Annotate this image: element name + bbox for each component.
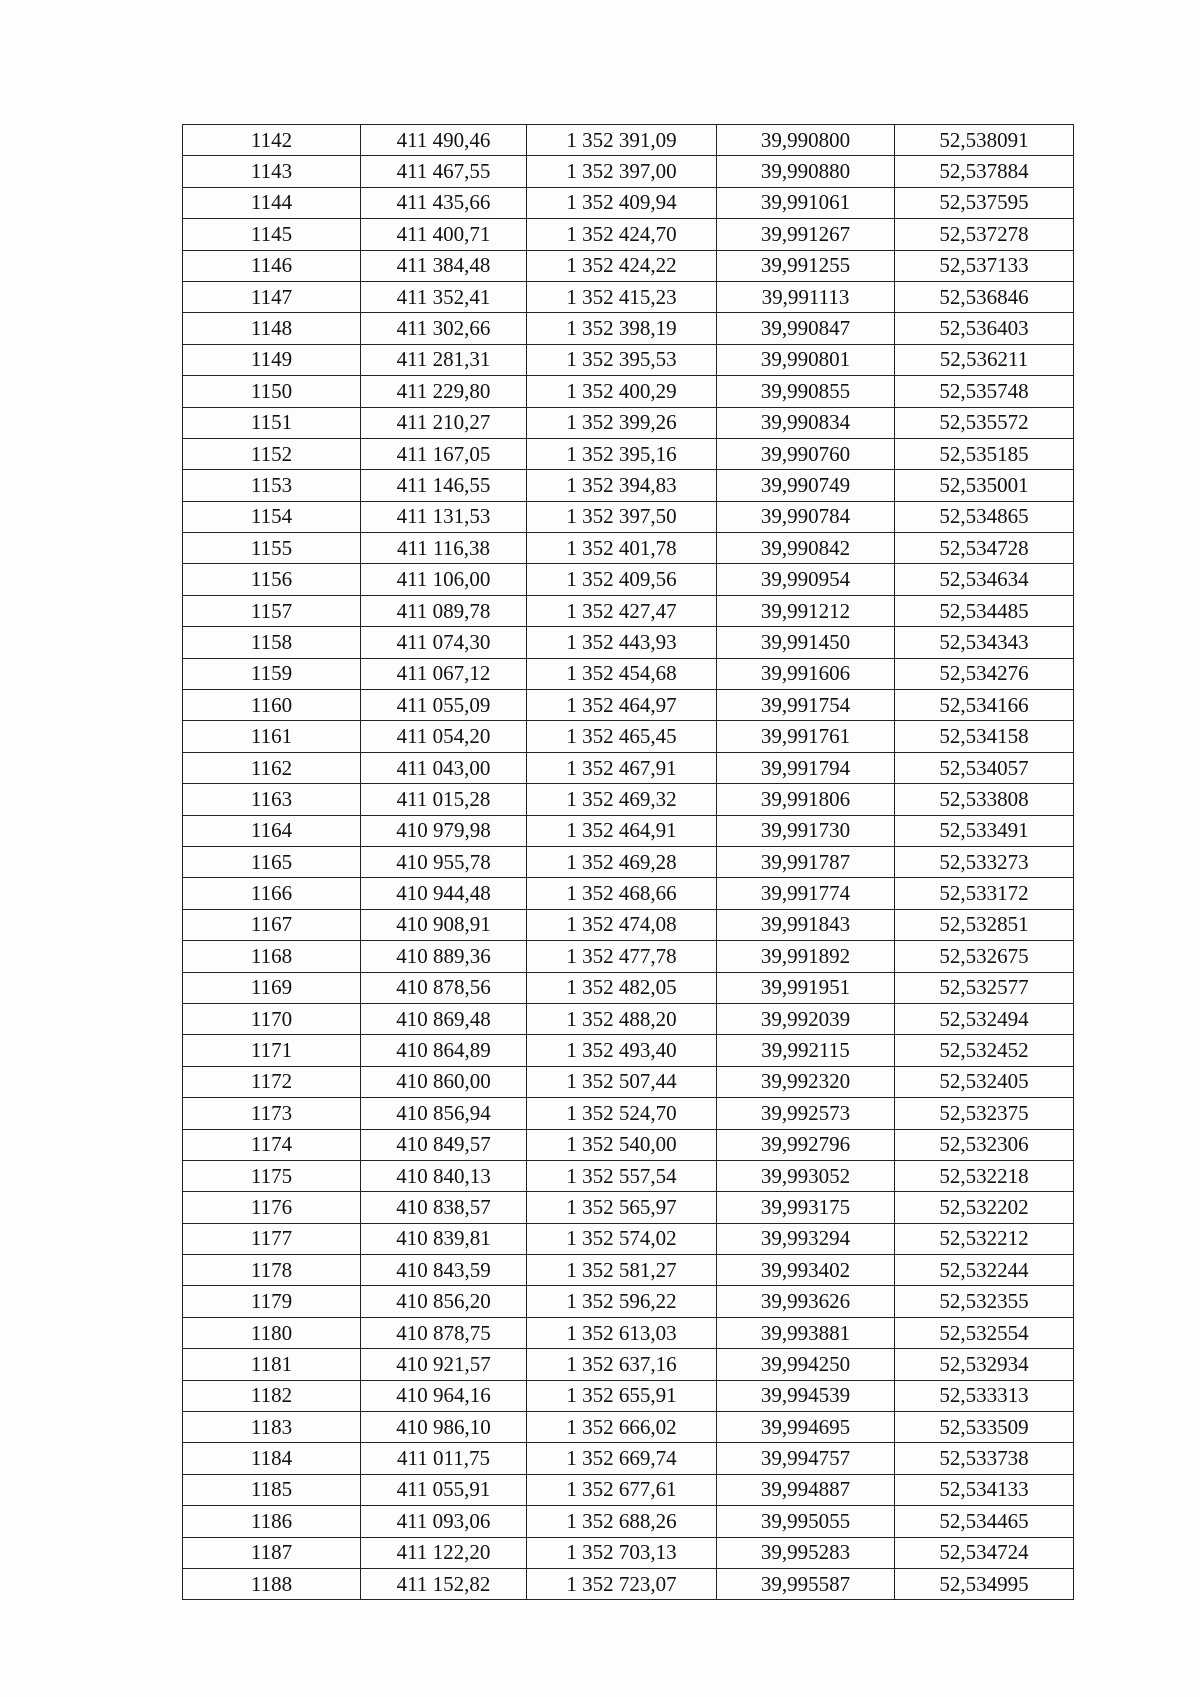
table-row	[183, 627, 1074, 658]
y-coordinate-cell: 1 352 468,66	[527, 878, 717, 909]
longitude-cell: 39,991255	[717, 250, 895, 281]
longitude-cell: 39,990749	[717, 470, 895, 501]
latitude-cell: 52,534465	[895, 1506, 1074, 1537]
table-row	[183, 1443, 1074, 1474]
point-number-cell: 1155	[183, 533, 361, 564]
point-number-cell: 1177	[183, 1223, 361, 1254]
table-row	[183, 1129, 1074, 1160]
point-number-cell: 1183	[183, 1412, 361, 1443]
latitude-cell: 52,535572	[895, 407, 1074, 438]
y-coordinate-cell: 1 352 540,00	[527, 1129, 717, 1160]
latitude-cell: 52,535748	[895, 376, 1074, 407]
longitude-cell: 39,994250	[717, 1349, 895, 1380]
table-row	[183, 941, 1074, 972]
y-coordinate-cell: 1 352 395,53	[527, 344, 717, 375]
latitude-cell: 52,532375	[895, 1098, 1074, 1129]
point-number-cell: 1167	[183, 909, 361, 940]
x-coordinate-cell: 411 229,80	[361, 376, 527, 407]
x-coordinate-cell: 411 116,38	[361, 533, 527, 564]
y-coordinate-cell: 1 352 677,61	[527, 1474, 717, 1505]
y-coordinate-cell: 1 352 464,91	[527, 815, 717, 846]
longitude-cell: 39,994757	[717, 1443, 895, 1474]
point-number-cell: 1172	[183, 1066, 361, 1097]
longitude-cell: 39,995587	[717, 1568, 895, 1599]
latitude-cell: 52,534057	[895, 752, 1074, 783]
point-number-cell: 1187	[183, 1537, 361, 1568]
x-coordinate-cell: 411 067,12	[361, 658, 527, 689]
table-row	[183, 1568, 1074, 1599]
point-number-cell: 1170	[183, 1003, 361, 1034]
x-coordinate-cell: 411 106,00	[361, 564, 527, 595]
latitude-cell: 52,535185	[895, 438, 1074, 469]
point-number-cell: 1162	[183, 752, 361, 783]
table-row	[183, 595, 1074, 626]
table-row	[183, 1506, 1074, 1537]
longitude-cell: 39,993175	[717, 1192, 895, 1223]
x-coordinate-cell: 410 921,57	[361, 1349, 527, 1380]
x-coordinate-cell: 411 384,48	[361, 250, 527, 281]
longitude-cell: 39,992573	[717, 1098, 895, 1129]
latitude-cell: 52,536403	[895, 313, 1074, 344]
longitude-cell: 39,994695	[717, 1412, 895, 1443]
x-coordinate-cell: 411 131,53	[361, 501, 527, 532]
latitude-cell: 52,533313	[895, 1380, 1074, 1411]
latitude-cell: 52,534276	[895, 658, 1074, 689]
longitude-cell: 39,995283	[717, 1537, 895, 1568]
table-row	[183, 972, 1074, 1003]
table-row	[183, 1066, 1074, 1097]
longitude-cell: 39,990842	[717, 533, 895, 564]
y-coordinate-cell: 1 352 464,97	[527, 690, 717, 721]
table-row	[183, 376, 1074, 407]
table-row	[183, 752, 1074, 783]
longitude-cell: 39,992320	[717, 1066, 895, 1097]
point-number-cell: 1180	[183, 1317, 361, 1348]
x-coordinate-cell: 411 281,31	[361, 344, 527, 375]
latitude-cell: 52,537595	[895, 187, 1074, 218]
point-number-cell: 1188	[183, 1568, 361, 1599]
latitude-cell: 52,538091	[895, 125, 1074, 156]
latitude-cell: 52,532494	[895, 1003, 1074, 1034]
point-number-cell: 1156	[183, 564, 361, 595]
latitude-cell: 52,536846	[895, 281, 1074, 312]
latitude-cell: 52,534995	[895, 1568, 1074, 1599]
x-coordinate-cell: 410 840,13	[361, 1160, 527, 1191]
longitude-cell: 39,990760	[717, 438, 895, 469]
longitude-cell: 39,991843	[717, 909, 895, 940]
y-coordinate-cell: 1 352 400,29	[527, 376, 717, 407]
x-coordinate-cell: 410 986,10	[361, 1412, 527, 1443]
longitude-cell: 39,990954	[717, 564, 895, 595]
point-number-cell: 1186	[183, 1506, 361, 1537]
x-coordinate-cell: 411 435,66	[361, 187, 527, 218]
longitude-cell: 39,991267	[717, 219, 895, 250]
y-coordinate-cell: 1 352 415,23	[527, 281, 717, 312]
y-coordinate-cell: 1 352 574,02	[527, 1223, 717, 1254]
x-coordinate-cell: 410 860,00	[361, 1066, 527, 1097]
latitude-cell: 52,532355	[895, 1286, 1074, 1317]
table-row	[183, 878, 1074, 909]
longitude-cell: 39,990847	[717, 313, 895, 344]
point-number-cell: 1154	[183, 501, 361, 532]
latitude-cell: 52,537133	[895, 250, 1074, 281]
table-row	[183, 1474, 1074, 1505]
point-number-cell: 1146	[183, 250, 361, 281]
coordinates-table-body	[183, 125, 1074, 1600]
longitude-cell: 39,993052	[717, 1160, 895, 1191]
y-coordinate-cell: 1 352 398,19	[527, 313, 717, 344]
latitude-cell: 52,534166	[895, 690, 1074, 721]
point-number-cell: 1178	[183, 1255, 361, 1286]
x-coordinate-cell: 411 055,09	[361, 690, 527, 721]
latitude-cell: 52,532218	[895, 1160, 1074, 1191]
point-number-cell: 1149	[183, 344, 361, 375]
table-row	[183, 1255, 1074, 1286]
point-number-cell: 1157	[183, 595, 361, 626]
point-number-cell: 1145	[183, 219, 361, 250]
point-number-cell: 1184	[183, 1443, 361, 1474]
point-number-cell: 1168	[183, 941, 361, 972]
latitude-cell: 52,532554	[895, 1317, 1074, 1348]
y-coordinate-cell: 1 352 477,78	[527, 941, 717, 972]
point-number-cell: 1158	[183, 627, 361, 658]
x-coordinate-cell: 411 352,41	[361, 281, 527, 312]
x-coordinate-cell: 410 856,94	[361, 1098, 527, 1129]
x-coordinate-cell: 411 011,75	[361, 1443, 527, 1474]
y-coordinate-cell: 1 352 397,00	[527, 156, 717, 187]
x-coordinate-cell: 410 869,48	[361, 1003, 527, 1034]
table-row	[183, 1380, 1074, 1411]
x-coordinate-cell: 411 167,05	[361, 438, 527, 469]
point-number-cell: 1179	[183, 1286, 361, 1317]
latitude-cell: 52,534634	[895, 564, 1074, 595]
latitude-cell: 52,532306	[895, 1129, 1074, 1160]
latitude-cell: 52,536211	[895, 344, 1074, 375]
point-number-cell: 1144	[183, 187, 361, 218]
x-coordinate-cell: 411 490,46	[361, 125, 527, 156]
point-number-cell: 1151	[183, 407, 361, 438]
y-coordinate-cell: 1 352 395,16	[527, 438, 717, 469]
x-coordinate-cell: 411 146,55	[361, 470, 527, 501]
x-coordinate-cell: 410 964,16	[361, 1380, 527, 1411]
latitude-cell: 52,532244	[895, 1255, 1074, 1286]
x-coordinate-cell: 410 908,91	[361, 909, 527, 940]
point-number-cell: 1163	[183, 784, 361, 815]
point-number-cell: 1166	[183, 878, 361, 909]
table-row	[183, 344, 1074, 375]
y-coordinate-cell: 1 352 424,70	[527, 219, 717, 250]
y-coordinate-cell: 1 352 465,45	[527, 721, 717, 752]
latitude-cell: 52,532851	[895, 909, 1074, 940]
x-coordinate-cell: 411 089,78	[361, 595, 527, 626]
longitude-cell: 39,992796	[717, 1129, 895, 1160]
table-row	[183, 1098, 1074, 1129]
longitude-cell: 39,991061	[717, 187, 895, 218]
y-coordinate-cell: 1 352 424,22	[527, 250, 717, 281]
table-row	[183, 909, 1074, 940]
y-coordinate-cell: 1 352 723,07	[527, 1568, 717, 1599]
longitude-cell: 39,991787	[717, 846, 895, 877]
x-coordinate-cell: 410 955,78	[361, 846, 527, 877]
x-coordinate-cell: 410 979,98	[361, 815, 527, 846]
x-coordinate-cell: 411 074,30	[361, 627, 527, 658]
x-coordinate-cell: 411 055,91	[361, 1474, 527, 1505]
table-row	[183, 281, 1074, 312]
x-coordinate-cell: 411 054,20	[361, 721, 527, 752]
longitude-cell: 39,992115	[717, 1035, 895, 1066]
y-coordinate-cell: 1 352 482,05	[527, 972, 717, 1003]
y-coordinate-cell: 1 352 399,26	[527, 407, 717, 438]
table-row	[183, 1003, 1074, 1034]
y-coordinate-cell: 1 352 467,91	[527, 752, 717, 783]
latitude-cell: 52,534158	[895, 721, 1074, 752]
y-coordinate-cell: 1 352 454,68	[527, 658, 717, 689]
x-coordinate-cell: 410 889,36	[361, 941, 527, 972]
x-coordinate-cell: 411 122,20	[361, 1537, 527, 1568]
latitude-cell: 52,532452	[895, 1035, 1074, 1066]
x-coordinate-cell: 410 944,48	[361, 878, 527, 909]
point-number-cell: 1142	[183, 125, 361, 156]
table-row	[183, 533, 1074, 564]
latitude-cell: 52,534343	[895, 627, 1074, 658]
x-coordinate-cell: 410 856,20	[361, 1286, 527, 1317]
latitude-cell: 52,532202	[895, 1192, 1074, 1223]
longitude-cell: 39,993402	[717, 1255, 895, 1286]
table-row	[183, 125, 1074, 156]
table-row	[183, 690, 1074, 721]
table-row	[183, 1192, 1074, 1223]
y-coordinate-cell: 1 352 394,83	[527, 470, 717, 501]
longitude-cell: 39,991774	[717, 878, 895, 909]
longitude-cell: 39,990800	[717, 125, 895, 156]
longitude-cell: 39,991606	[717, 658, 895, 689]
y-coordinate-cell: 1 352 474,08	[527, 909, 717, 940]
point-number-cell: 1169	[183, 972, 361, 1003]
x-coordinate-cell: 410 878,75	[361, 1317, 527, 1348]
y-coordinate-cell: 1 352 401,78	[527, 533, 717, 564]
latitude-cell: 52,533172	[895, 878, 1074, 909]
table-row	[183, 846, 1074, 877]
table-row	[183, 1223, 1074, 1254]
y-coordinate-cell: 1 352 493,40	[527, 1035, 717, 1066]
table-row	[183, 721, 1074, 752]
point-number-cell: 1171	[183, 1035, 361, 1066]
latitude-cell: 52,533738	[895, 1443, 1074, 1474]
y-coordinate-cell: 1 352 565,97	[527, 1192, 717, 1223]
y-coordinate-cell: 1 352 524,70	[527, 1098, 717, 1129]
table-row	[183, 1349, 1074, 1380]
coordinates-table	[182, 124, 1074, 1600]
table-row	[183, 658, 1074, 689]
longitude-cell: 39,991794	[717, 752, 895, 783]
point-number-cell: 1152	[183, 438, 361, 469]
y-coordinate-cell: 1 352 655,91	[527, 1380, 717, 1411]
latitude-cell: 52,534485	[895, 595, 1074, 626]
point-number-cell: 1164	[183, 815, 361, 846]
longitude-cell: 39,991212	[717, 595, 895, 626]
y-coordinate-cell: 1 352 703,13	[527, 1537, 717, 1568]
x-coordinate-cell: 410 849,57	[361, 1129, 527, 1160]
x-coordinate-cell: 411 467,55	[361, 156, 527, 187]
table-row	[183, 564, 1074, 595]
point-number-cell: 1173	[183, 1098, 361, 1129]
x-coordinate-cell: 411 152,82	[361, 1568, 527, 1599]
x-coordinate-cell: 410 878,56	[361, 972, 527, 1003]
latitude-cell: 52,532212	[895, 1223, 1074, 1254]
longitude-cell: 39,991754	[717, 690, 895, 721]
longitude-cell: 39,990880	[717, 156, 895, 187]
point-number-cell: 1181	[183, 1349, 361, 1380]
y-coordinate-cell: 1 352 469,28	[527, 846, 717, 877]
x-coordinate-cell: 411 015,28	[361, 784, 527, 815]
latitude-cell: 52,532577	[895, 972, 1074, 1003]
latitude-cell: 52,537884	[895, 156, 1074, 187]
y-coordinate-cell: 1 352 688,26	[527, 1506, 717, 1537]
longitude-cell: 39,992039	[717, 1003, 895, 1034]
point-number-cell: 1165	[183, 846, 361, 877]
latitude-cell: 52,532405	[895, 1066, 1074, 1097]
point-number-cell: 1185	[183, 1474, 361, 1505]
y-coordinate-cell: 1 352 596,22	[527, 1286, 717, 1317]
point-number-cell: 1147	[183, 281, 361, 312]
y-coordinate-cell: 1 352 397,50	[527, 501, 717, 532]
latitude-cell: 52,532675	[895, 941, 1074, 972]
table-row	[183, 815, 1074, 846]
latitude-cell: 52,533509	[895, 1412, 1074, 1443]
longitude-cell: 39,993294	[717, 1223, 895, 1254]
longitude-cell: 39,991892	[717, 941, 895, 972]
x-coordinate-cell: 410 839,81	[361, 1223, 527, 1254]
point-number-cell: 1174	[183, 1129, 361, 1160]
y-coordinate-cell: 1 352 669,74	[527, 1443, 717, 1474]
latitude-cell: 52,533491	[895, 815, 1074, 846]
table-row	[183, 1317, 1074, 1348]
y-coordinate-cell: 1 352 637,16	[527, 1349, 717, 1380]
x-coordinate-cell: 410 864,89	[361, 1035, 527, 1066]
table-row	[183, 784, 1074, 815]
point-number-cell: 1161	[183, 721, 361, 752]
table-row	[183, 1537, 1074, 1568]
table-row	[183, 187, 1074, 218]
longitude-cell: 39,991113	[717, 281, 895, 312]
longitude-cell: 39,991951	[717, 972, 895, 1003]
y-coordinate-cell: 1 352 488,20	[527, 1003, 717, 1034]
longitude-cell: 39,994539	[717, 1380, 895, 1411]
table-row	[183, 250, 1074, 281]
x-coordinate-cell: 410 838,57	[361, 1192, 527, 1223]
longitude-cell: 39,995055	[717, 1506, 895, 1537]
table-row	[183, 1160, 1074, 1191]
y-coordinate-cell: 1 352 557,54	[527, 1160, 717, 1191]
latitude-cell: 52,533808	[895, 784, 1074, 815]
table-row	[183, 219, 1074, 250]
point-number-cell: 1153	[183, 470, 361, 501]
point-number-cell: 1143	[183, 156, 361, 187]
point-number-cell: 1160	[183, 690, 361, 721]
longitude-cell: 39,990855	[717, 376, 895, 407]
table-row	[183, 407, 1074, 438]
point-number-cell: 1148	[183, 313, 361, 344]
y-coordinate-cell: 1 352 469,32	[527, 784, 717, 815]
table-row	[183, 501, 1074, 532]
longitude-cell: 39,994887	[717, 1474, 895, 1505]
x-coordinate-cell: 411 043,00	[361, 752, 527, 783]
table-row	[183, 1035, 1074, 1066]
table-row	[183, 1286, 1074, 1317]
latitude-cell: 52,534724	[895, 1537, 1074, 1568]
table-row	[183, 438, 1074, 469]
latitude-cell: 52,533273	[895, 846, 1074, 877]
table-row	[183, 1412, 1074, 1443]
x-coordinate-cell: 410 843,59	[361, 1255, 527, 1286]
longitude-cell: 39,991730	[717, 815, 895, 846]
point-number-cell: 1176	[183, 1192, 361, 1223]
longitude-cell: 39,991450	[717, 627, 895, 658]
table-row	[183, 156, 1074, 187]
y-coordinate-cell: 1 352 409,94	[527, 187, 717, 218]
y-coordinate-cell: 1 352 391,09	[527, 125, 717, 156]
latitude-cell: 52,537278	[895, 219, 1074, 250]
point-number-cell: 1175	[183, 1160, 361, 1191]
x-coordinate-cell: 411 302,66	[361, 313, 527, 344]
latitude-cell: 52,535001	[895, 470, 1074, 501]
x-coordinate-cell: 411 210,27	[361, 407, 527, 438]
x-coordinate-cell: 411 400,71	[361, 219, 527, 250]
longitude-cell: 39,991761	[717, 721, 895, 752]
latitude-cell: 52,534133	[895, 1474, 1074, 1505]
longitude-cell: 39,990784	[717, 501, 895, 532]
table-row	[183, 313, 1074, 344]
y-coordinate-cell: 1 352 409,56	[527, 564, 717, 595]
latitude-cell: 52,534728	[895, 533, 1074, 564]
table-row	[183, 470, 1074, 501]
point-number-cell: 1182	[183, 1380, 361, 1411]
point-number-cell: 1159	[183, 658, 361, 689]
longitude-cell: 39,993626	[717, 1286, 895, 1317]
longitude-cell: 39,990801	[717, 344, 895, 375]
latitude-cell: 52,532934	[895, 1349, 1074, 1380]
y-coordinate-cell: 1 352 581,27	[527, 1255, 717, 1286]
longitude-cell: 39,993881	[717, 1317, 895, 1348]
latitude-cell: 52,534865	[895, 501, 1074, 532]
y-coordinate-cell: 1 352 613,03	[527, 1317, 717, 1348]
longitude-cell: 39,990834	[717, 407, 895, 438]
y-coordinate-cell: 1 352 507,44	[527, 1066, 717, 1097]
y-coordinate-cell: 1 352 427,47	[527, 595, 717, 626]
y-coordinate-cell: 1 352 666,02	[527, 1412, 717, 1443]
x-coordinate-cell: 411 093,06	[361, 1506, 527, 1537]
point-number-cell: 1150	[183, 376, 361, 407]
longitude-cell: 39,991806	[717, 784, 895, 815]
y-coordinate-cell: 1 352 443,93	[527, 627, 717, 658]
